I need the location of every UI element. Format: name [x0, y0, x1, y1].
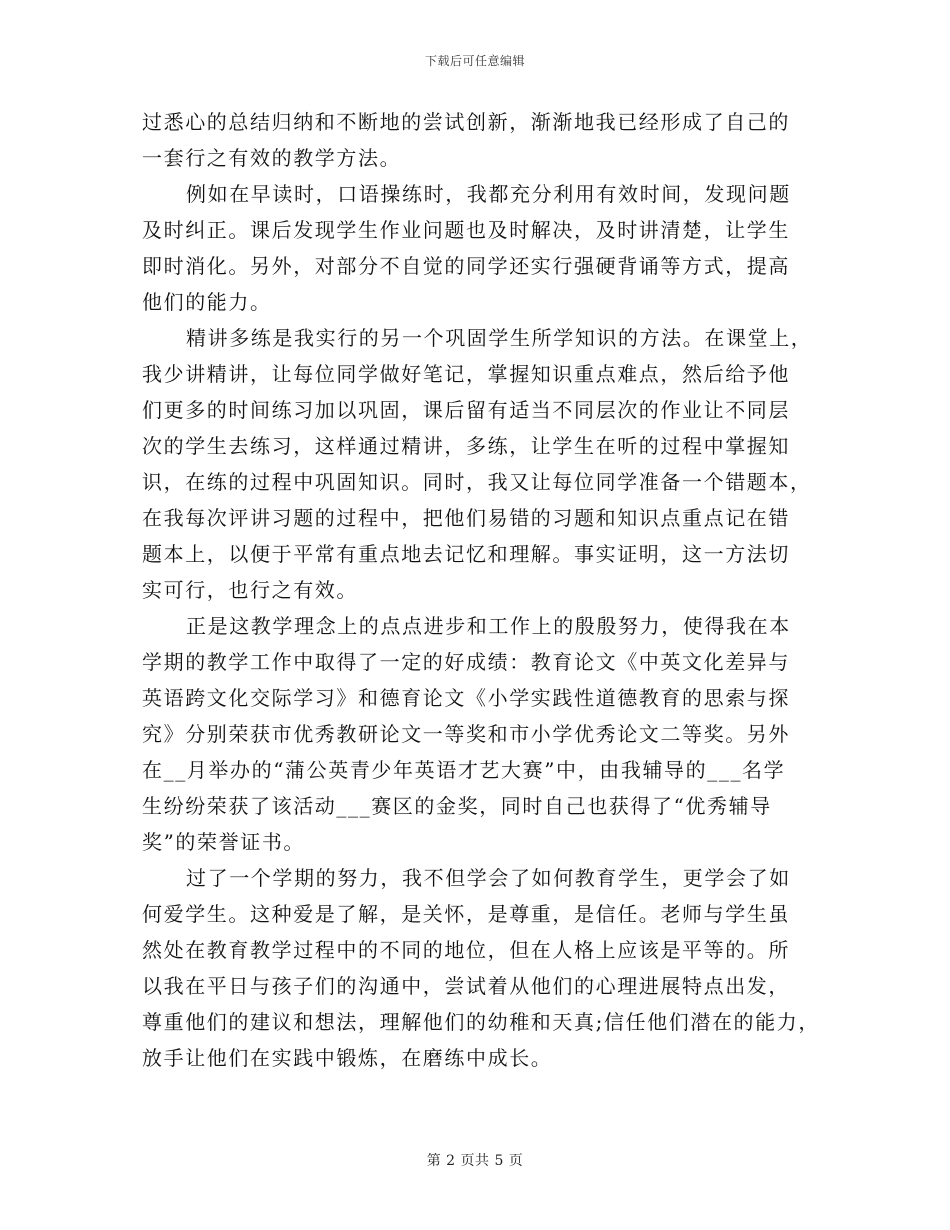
- paragraph-1: [142, 104, 808, 176]
- text-line: 他们的能力。: [142, 290, 272, 314]
- text-line: 奖”的荣誉证书。: [142, 830, 306, 854]
- text-line: 一套行之有效的教学方法。: [142, 146, 402, 170]
- text-line: 实可行，也行之有效。: [142, 578, 358, 602]
- text-line: 过悉心的总结归纳和不断地的尝试创新，渐渐地我已经形成了自己的: [142, 110, 790, 134]
- text-line: 次的学生去练习，这样通过精讲，多练，让学生在听的过程中掌握知: [142, 434, 790, 458]
- paragraph-2: [142, 176, 808, 320]
- text-line: 生纷纷荣获了该活动___赛区的金奖，同时自己也获得了“优秀辅导: [142, 794, 772, 818]
- text-line: 正是这教学理念上的点点进步和工作上的殷殷努力，使得我在本: [186, 614, 791, 638]
- text-line: 在我每次评讲习题的过程中，把他们易错的习题和知识点重点记在错: [142, 506, 790, 530]
- paragraph-5: [142, 860, 820, 1076]
- paragraph-3: [142, 320, 813, 608]
- text-line: 精讲多练是我实行的另一个巩固学生所学知识的方法。在课堂上，: [186, 326, 813, 350]
- text-line: 以我在平日与孩子们的沟通中，尝试着从他们的心理进展特点出发，: [142, 974, 790, 998]
- text-line: 何爱学生。这种爱是了解，是关怀，是尊重，是信任。老师与学生虽: [142, 902, 790, 926]
- text-line: 究》分别荣获市优秀教研论文一等奖和市小学优秀论文二等奖。另外: [142, 722, 790, 746]
- text-line: 们更多的时间练习加以巩固，课后留有适当不同层次的作业让不同层: [142, 398, 790, 422]
- page-header: 下载后可任意编辑: [424, 54, 525, 68]
- page-number-footer: 第 2 页共 5 页: [426, 1153, 524, 1169]
- text-line: 即时消化。另外，对部分不自觉的同学还实行强硬背诵等方式，提高: [142, 254, 790, 278]
- text-line: 我少讲精讲，让每位同学做好笔记，掌握知识重点难点，然后给予他: [142, 362, 790, 386]
- text-line: 英语跨文化交际学习》和德育论文《小学实践性道德教育的思索与探: [142, 686, 790, 710]
- text-line: 在__月举办的“蒲公英青少年英语才艺大赛”中，由我辅导的___名学: [142, 758, 786, 782]
- text-line: 过了一个学期的努力，我不但学会了如何教育学生，更学会了如: [186, 866, 791, 890]
- text-line: 放手让他们在实践中锻炼，在磨练中成长。: [142, 1046, 553, 1070]
- paragraph-4: [142, 608, 808, 860]
- text-line: 题本上，以便于平常有重点地去记忆和理解。事实证明，这一方法切: [142, 542, 790, 566]
- text-line: 及时纠正。课后发现学生作业问题也及时解决，及时讲清楚，让学生: [142, 218, 790, 242]
- text-line: 尊重他们的建议和想法，理解他们的幼稚和天真;信任他们潜在的能力，: [142, 1010, 820, 1034]
- text-line: 然处在教育教学过程中的不同的地位，但在人格上应该是平等的。所: [142, 938, 790, 962]
- text-line: 学期的教学工作中取得了一定的好成绩：教育论文《中英文化差异与: [142, 650, 790, 674]
- document-body: [142, 104, 820, 1076]
- text-line: 例如在早读时，口语操练时，我都充分利用有效时间，发现问题: [186, 182, 791, 206]
- text-line: 识，在练的过程中巩固知识。同时，我又让每位同学准备一个错题本，: [142, 470, 812, 494]
